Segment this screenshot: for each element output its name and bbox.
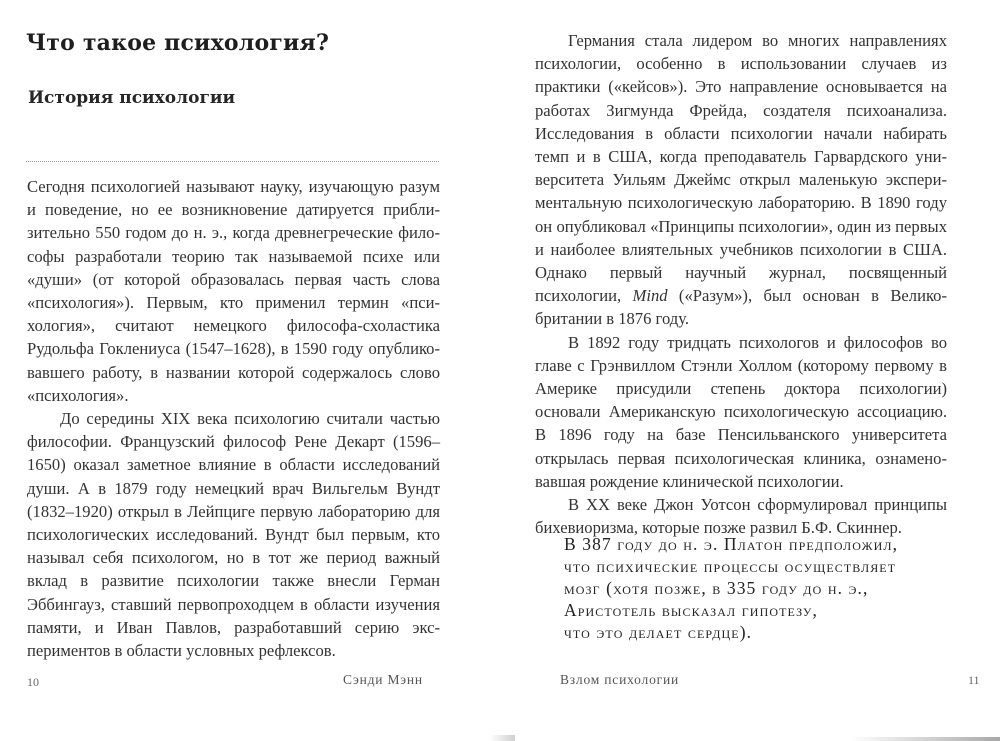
pull-quote-line: что психические процессы осуществляет xyxy=(564,556,897,576)
paragraph-text: Германия стала лидером во многих направлениях психологии, особенно в использовании случаев из практики («кейсов»). Это направление основывается на работах Зигмунда Фрейда, создателя психоанализа. Исследования в области психологии начали набирать темп и в США, когда преподаватель Гарвардского университета Уильям Джеймс открыл маленькую экспериментальную психологическую лабораторию. В 1890 году он опубликовал «Принципы психологии», один из первых и наиболее влиятельных учебников психологии в США. Однако первый научный журнал, посвященный психологии, xyxy=(535,31,947,306)
right-page xyxy=(500,0,1000,741)
paragraph: До середины XIX века психологию считали частью философии. Французский философ Рене Декарт (1596–1650) оказал заметное влияние в области исследований души. А в 1879 году немецкий врач Вильгельм Вундт (1832–1920) открыл в Лейпциге первую лабораторию для психологических исследований. Вундт был первым, кто называл себя психологом, но в тот же период важный вклад в развитие психологии также внесли Герман Эббингауз, ставший первопроходцем в области изучения памяти, и Иван Павлов, разработавший серию экспериментов в области условных рефлексов. xyxy=(27,409,440,661)
running-head-book-title: Взлом психологии xyxy=(560,672,680,687)
pull-quote xyxy=(564,533,899,643)
pull-quote-line: В 387 году до н. э. Платон предположил, xyxy=(564,534,899,554)
gutter-shadow xyxy=(490,735,515,741)
left-body-text xyxy=(27,175,440,662)
dotted-divider xyxy=(26,161,439,162)
right-body-text xyxy=(535,29,947,539)
pull-quote-line: Аристотель высказал гипотезу, xyxy=(564,600,818,620)
paragraph: В 1892 году тридцать психологов и философов во главе с Грэнвиллом Стэнли Холлом (которому первому в Америке присудили степень доктора психологии) основали Американскую психологическую ассоциацию. В 1896 году на базе Пенсильванского университета открылась первая психологическая клиника, ознаменовавшая рождение клинической психологии. xyxy=(535,332,947,491)
running-head-author: Сэнди Мэнн xyxy=(343,672,423,687)
chapter-title: Что такое психология? xyxy=(26,30,330,56)
pull-quote-line: мозг (хотя позже, в 335 году до н. э., xyxy=(564,578,869,598)
paragraph-text: («Разум»), был основан в Великобритании в 1876 году. xyxy=(535,286,947,329)
journal-title: Mind xyxy=(632,286,668,306)
page-number-left: 10 xyxy=(27,675,39,689)
paragraph: В XX веке Джон Уотсон сформулировал принципы бихевиоризма, которые позже развил Б.Ф. Скиннер. xyxy=(535,495,947,538)
paragraph: Сегодня психологией называют науку, изучающую разум и поведение, но ее возникновение датируется приблизительно 550 годом до н. э., когда древнегреческие философы разработали теорию так называемой психе или «души» (от которой образовалась первая часть слова «психология»). Первым, кто применил термин «психология», считают немецкого философа-схоластика Рудольфа Гоклениуса (1547–1628), в 1590 году опубликовавшего работу, в названии которой содержалось слово «психология». xyxy=(27,177,440,405)
pull-quote-line: что это делает сердце). xyxy=(564,622,753,642)
page-number-right: 11 xyxy=(968,673,980,687)
page-edge-shadow xyxy=(850,737,1000,741)
section-title: История психологии xyxy=(28,88,236,108)
paragraph xyxy=(535,29,947,331)
